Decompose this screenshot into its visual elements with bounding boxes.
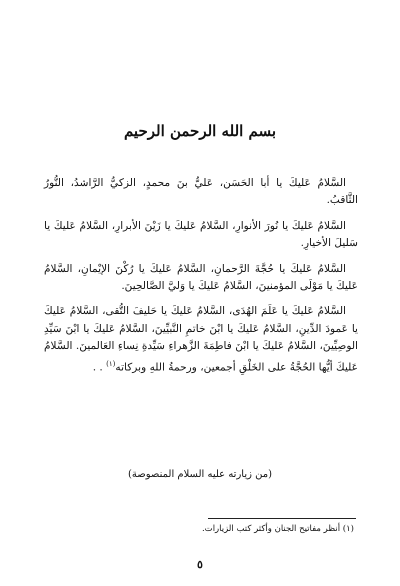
footnote-divider (208, 518, 356, 519)
trailing-dots: . . (92, 361, 107, 374)
paragraph-3: السَّلامُ عَليكَ يا حُجَّةَ الرَّحمانِ، السَّلامُ عَليكَ يا رُكْنَ الإيْمانِ، السَّلامُ عَليكَ يا مَوْلَى المؤمنينَ، السَّلامُ عَليكَ يا وَليَّ الصَّالحِينَ. (44, 262, 358, 293)
paragraph-1: السَّلامُ عَليكَ يا أبا الحَسَن، عَليُّ بنَ محمدٍ، الزكيُّ الرَّاشدُ، النُّورُ الثَّاقبُ. (44, 177, 358, 207)
page-number: ٥ (197, 558, 203, 571)
attribution: (من زيارته عليه السلام المنصوصة) (128, 469, 272, 480)
paragraph-2: السَّلامُ عَليكَ يا نُورَ الأنوارِ، السَّلامُ عَليكَ يا زَيْنَ الأبرارِ، السَّلامُ عَليكَ يا سَليلَ الأخيارِ. (44, 219, 358, 250)
footnote-marker: (١) (106, 359, 116, 368)
ziyarah-text (44, 175, 358, 377)
basmala-heading: بسم الله الرحمن الرحيم (123, 122, 277, 140)
paragraph-4 (44, 303, 358, 376)
footnote-text: (١) أنظر مفاتيح الجنان وأكثر كتب الزيارات. (201, 524, 354, 534)
paragraph-4-text: السَّلامُ عَليكَ يا عَلَمَ الهُدَى، السَّلامُ عَليكَ يا حَليفَ التُّقى، السَّلامُ عَليكَ يا عَمودَ الدِّينِ، السَّلامُ عَليكَ يا ابْنَ خاتمِ النَّبيِّينَ، السَّلامُ عَليكَ يا ابْنَ سَيِّدِ الوصِيِّينَ، السَّلامُ عَليكَ يا ابْنَ فاطِمَةَ الزَّهراءِ سَيِّدةِ نِساءِ العَالمينَ. السَّلامُ عَليكَ أيُّها الحُجَّةُ على الخَلْقِ أجمعين، ورحمةُ اللهِ وبركاته (44, 305, 358, 374)
